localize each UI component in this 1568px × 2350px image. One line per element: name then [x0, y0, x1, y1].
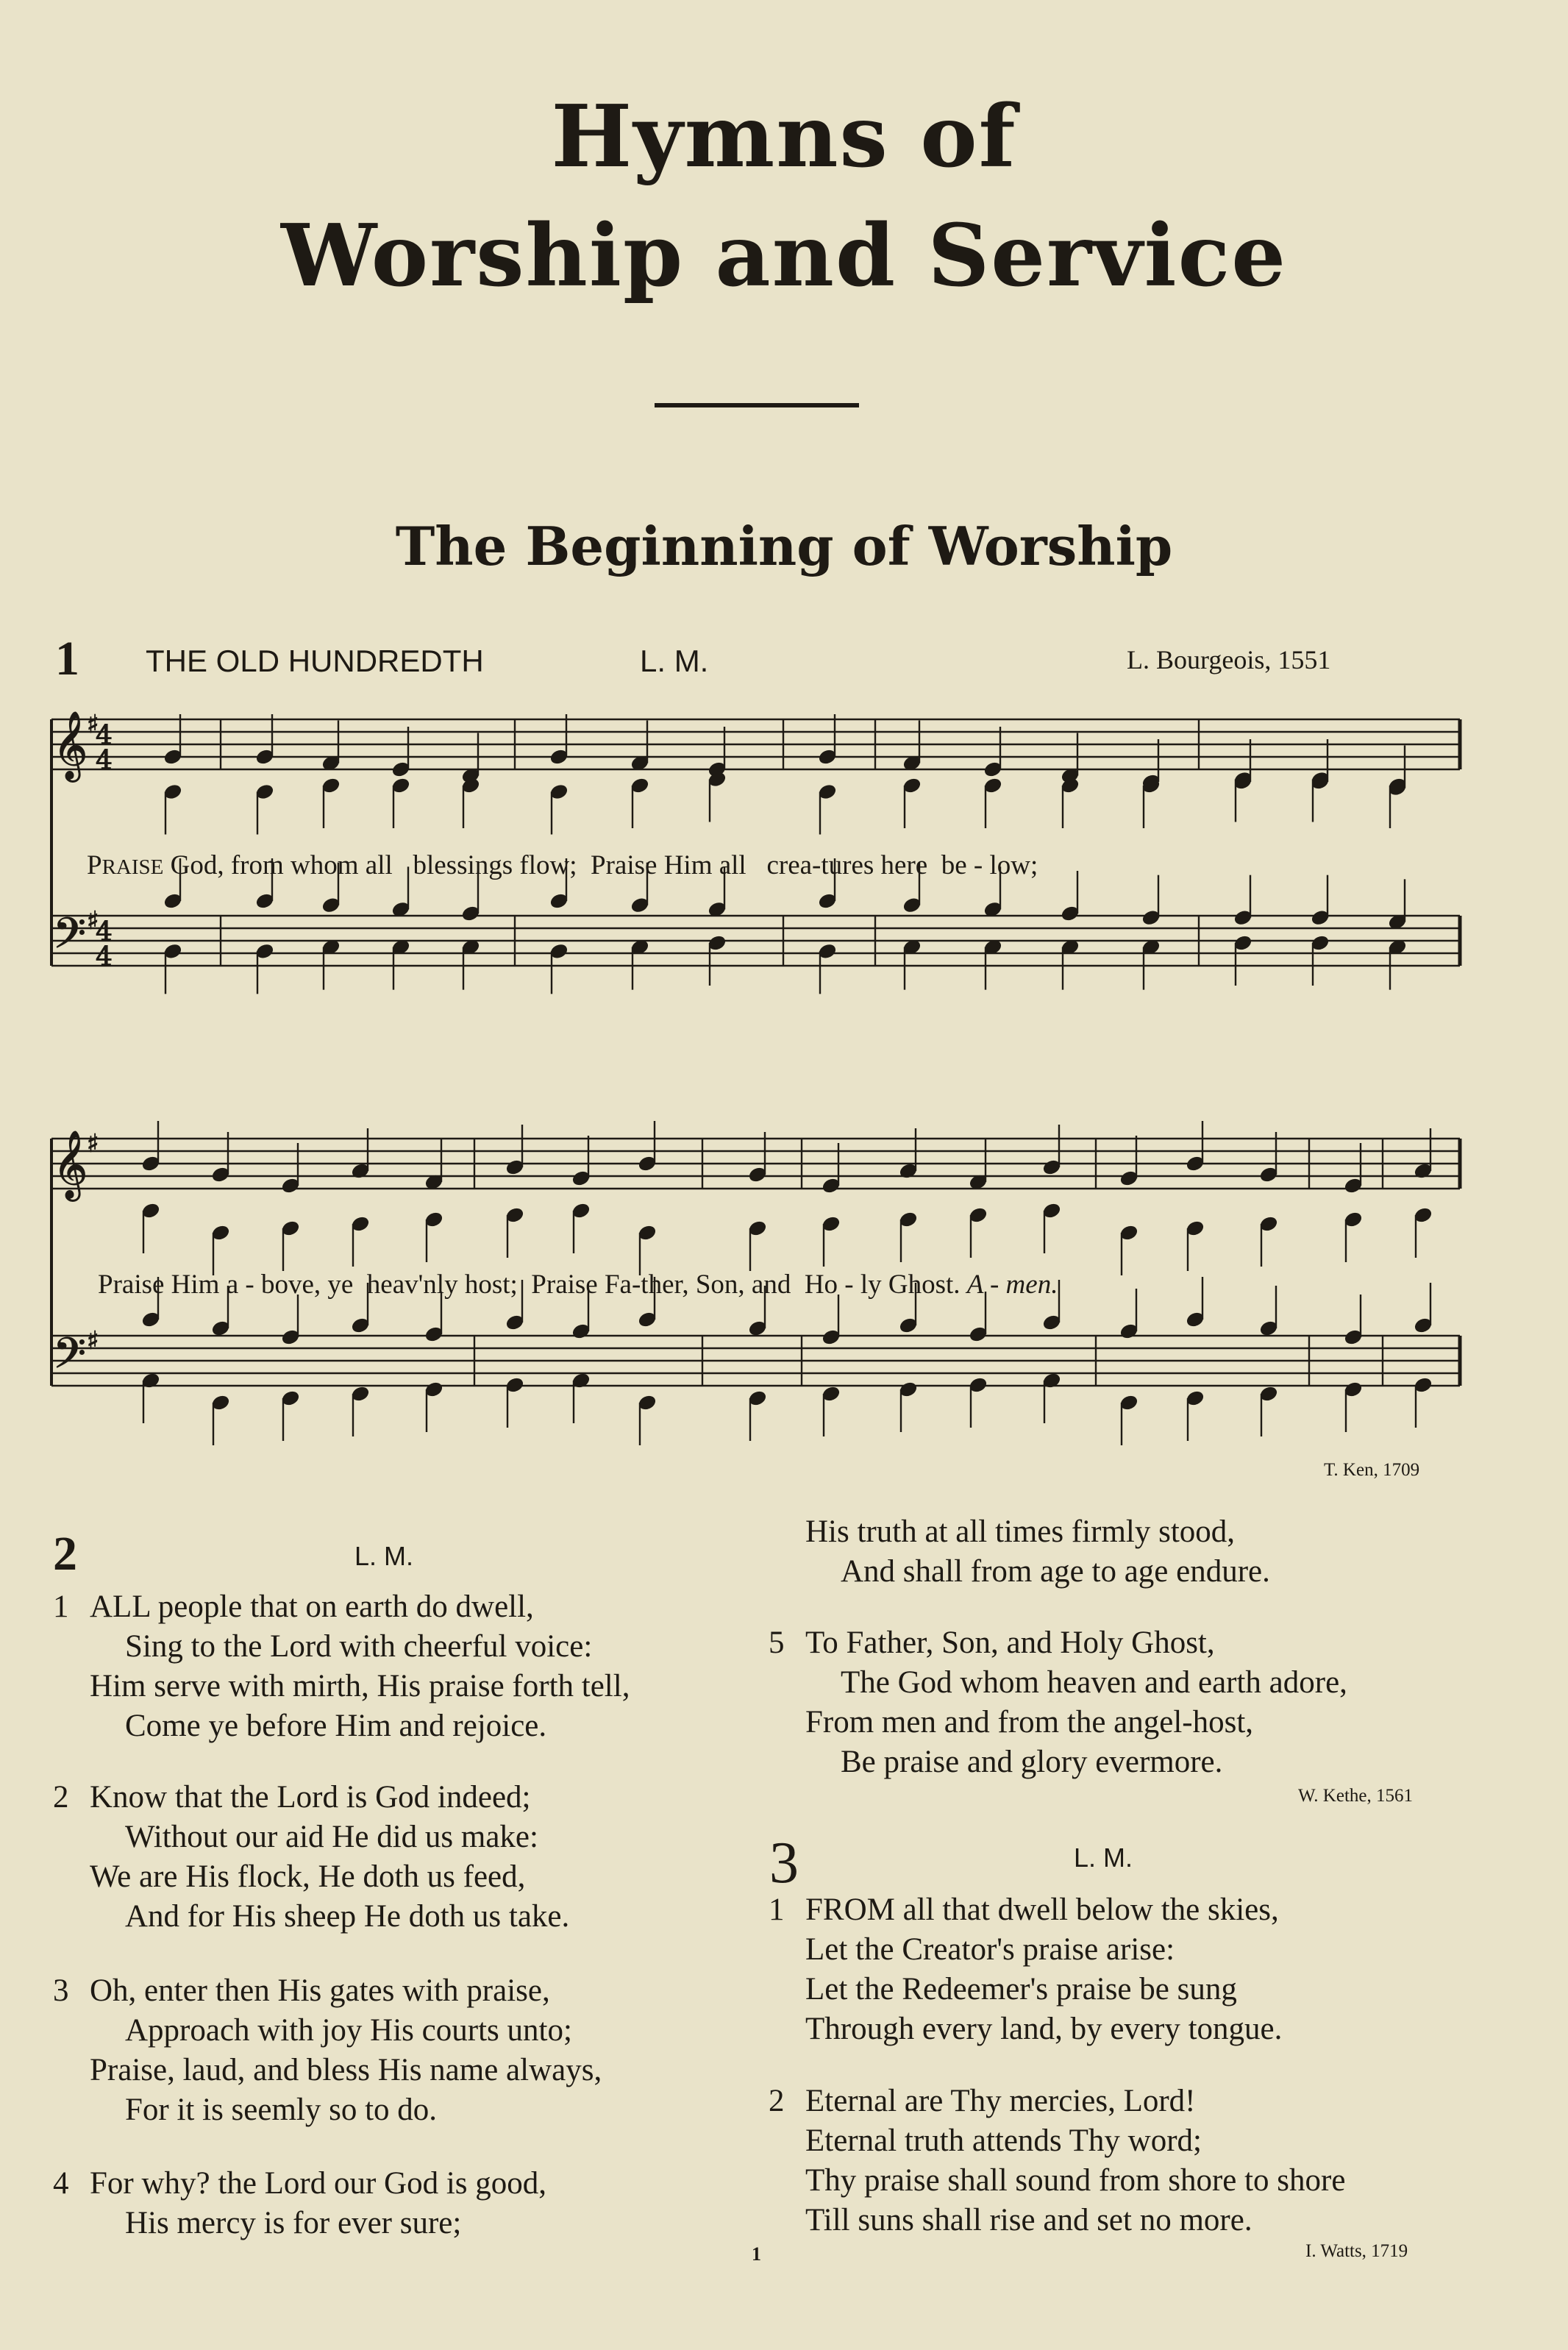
music-glyph: ♯	[87, 906, 99, 936]
hymn3-stanza-1-line: FROM all that dwell below the skies,	[805, 1893, 1279, 1927]
hymn1-lyrics-line1	[87, 850, 1038, 881]
hymn2-stanza-1-stanza-number: 1	[53, 1589, 69, 1624]
hymn2-number: 2	[53, 1527, 77, 1581]
music-glyph: 𝄢	[53, 908, 87, 969]
hymn2-stanza-3-line: Approach with joy His courts unto;	[125, 2013, 572, 2048]
hymn3-stanza-2-stanza-number: 2	[769, 2084, 785, 2118]
hymn3-stanza-2-line: Eternal truth attends Thy word;	[805, 2123, 1202, 2158]
hymn1-tune: THE OLD HUNDREDTH	[146, 644, 484, 678]
hymn2-stanza-4-line: For why? the Lord our God is good,	[90, 2166, 547, 2201]
hymn2-stanza-5-line: Be praise and glory evermore.	[841, 1745, 1223, 1779]
hymn2-stanza-2-line: Know that the Lord is God indeed;	[90, 1780, 531, 1815]
hymn2-stanza-3-line: Oh, enter then His gates with praise,	[90, 1973, 550, 2008]
hymn2-stanza-2-line: We are His flock, He doth us feed,	[90, 1859, 526, 1894]
hymn2-stanza-5-line: To Father, Son, and Holy Ghost,	[805, 1626, 1215, 1660]
hymn2-stanza-3-stanza-number: 3	[53, 1973, 69, 2008]
hymn3-meter: L. M.	[1074, 1842, 1133, 1873]
hymn2-stanza-5-stanza-number: 5	[769, 1626, 785, 1660]
hymn1-lyrics-line2	[98, 1269, 1058, 1300]
hymn2-stanza-3-line: Praise, laud, and bless His name always,	[90, 2053, 602, 2087]
music-glyph: 𝄞	[53, 711, 88, 779]
music-glyph: 4	[96, 721, 113, 751]
hymn2-stanza-2-stanza-number: 2	[53, 1780, 69, 1815]
hymn1-author: T. Ken, 1709	[1324, 1460, 1420, 1480]
hymn2-stanza-1-line: Come ye before Him and rejoice.	[125, 1709, 547, 1743]
hymn2-stanza-3-line: For it is seemly so to do.	[125, 2093, 438, 2127]
hymn2-stanza-5-line: The God whom heaven and earth adore,	[841, 1665, 1347, 1700]
hymn2-author: W. Kethe, 1561	[1298, 1786, 1413, 1806]
lyrics1-smallcaps: RAISE	[101, 855, 164, 879]
lyrics1-text: God, from whom all blessings flow; Praise Him all crea-tures here be - low;	[163, 850, 1038, 880]
hymn2-stanza-4-line: His mercy is for ever sure;	[125, 2206, 462, 2240]
hymn1-meter: L. M.	[640, 644, 709, 678]
hymn2-stanza-4-stanza-number: 4	[53, 2166, 69, 2201]
book-title-line1: Hymns of	[551, 87, 1017, 187]
hymn1-composer: L. Bourgeois, 1551	[1127, 645, 1331, 674]
lyrics2-text: Praise Him a - bove, ye heav'nly host; Praise Fa-ther, Son, and Ho - ly Ghost.	[98, 1270, 961, 1300]
hymn3-stanza-2-line: Eternal are Thy mercies, Lord!	[805, 2084, 1196, 2118]
hymn2-stanza-1-line: Sing to the Lord with cheerful voice:	[125, 1629, 593, 1664]
hymn2-stanza-5-line: From men and from the angel-host,	[805, 1705, 1254, 1740]
hymn3-author: I. Watts, 1719	[1305, 2241, 1408, 2261]
hymn2-stanza-4-line: His truth at all times firmly stood,	[805, 1514, 1236, 1549]
music-glyph: 4	[96, 942, 113, 972]
hymn3-number: 3	[769, 1831, 799, 1895]
hymn3-stanza-1-stanza-number: 1	[769, 1893, 785, 1927]
music-glyph: 4	[96, 917, 113, 947]
book-title-line2: Worship and Service	[280, 206, 1288, 306]
hymn2-stanza-1-line: ALL people that on earth do dwell,	[90, 1589, 534, 1624]
music-glyph: 𝄞	[53, 1130, 88, 1198]
hymn3-stanza-1-line: Let the Creator's praise arise:	[805, 1932, 1175, 1967]
hymn2-stanza-2-line: And for His sheep He doth us take.	[125, 1899, 570, 1934]
hymn3-stanza-2-line: Till suns shall rise and set no more.	[805, 2203, 1252, 2237]
lyrics2-amen: A - men.	[966, 1270, 1058, 1300]
hymn2-stanza-2-line: Without our aid He did us make:	[125, 1820, 538, 1854]
hymn1-number: 1	[55, 632, 79, 686]
music-glyph: 4	[96, 746, 113, 776]
section-title: The Beginning of Worship	[395, 515, 1173, 577]
hymn3-stanza-1-line: Through every land, by every tongue.	[805, 2012, 1283, 2046]
hymn2-stanza-1-line: Him serve with mirth, His praise forth tell,	[90, 1669, 630, 1703]
music-glyph: 𝄢	[53, 1328, 87, 1389]
hymn3-stanza-1-line: Let the Redeemer's praise be sung	[805, 1972, 1237, 2007]
music-glyph: ♯	[87, 710, 99, 739]
page-number: 1	[752, 2243, 761, 2265]
hymn3-stanza-2-line: Thy praise shall sound from shore to shore	[805, 2163, 1346, 2198]
hymn2-meter: L. M.	[354, 1541, 414, 1571]
lyrics1-initial: P	[87, 850, 102, 880]
hymn2-stanza-4-line: And shall from age to age endure.	[841, 1554, 1270, 1589]
music-glyph: ♯	[87, 1129, 99, 1158]
music-glyph: ♯	[87, 1326, 99, 1356]
